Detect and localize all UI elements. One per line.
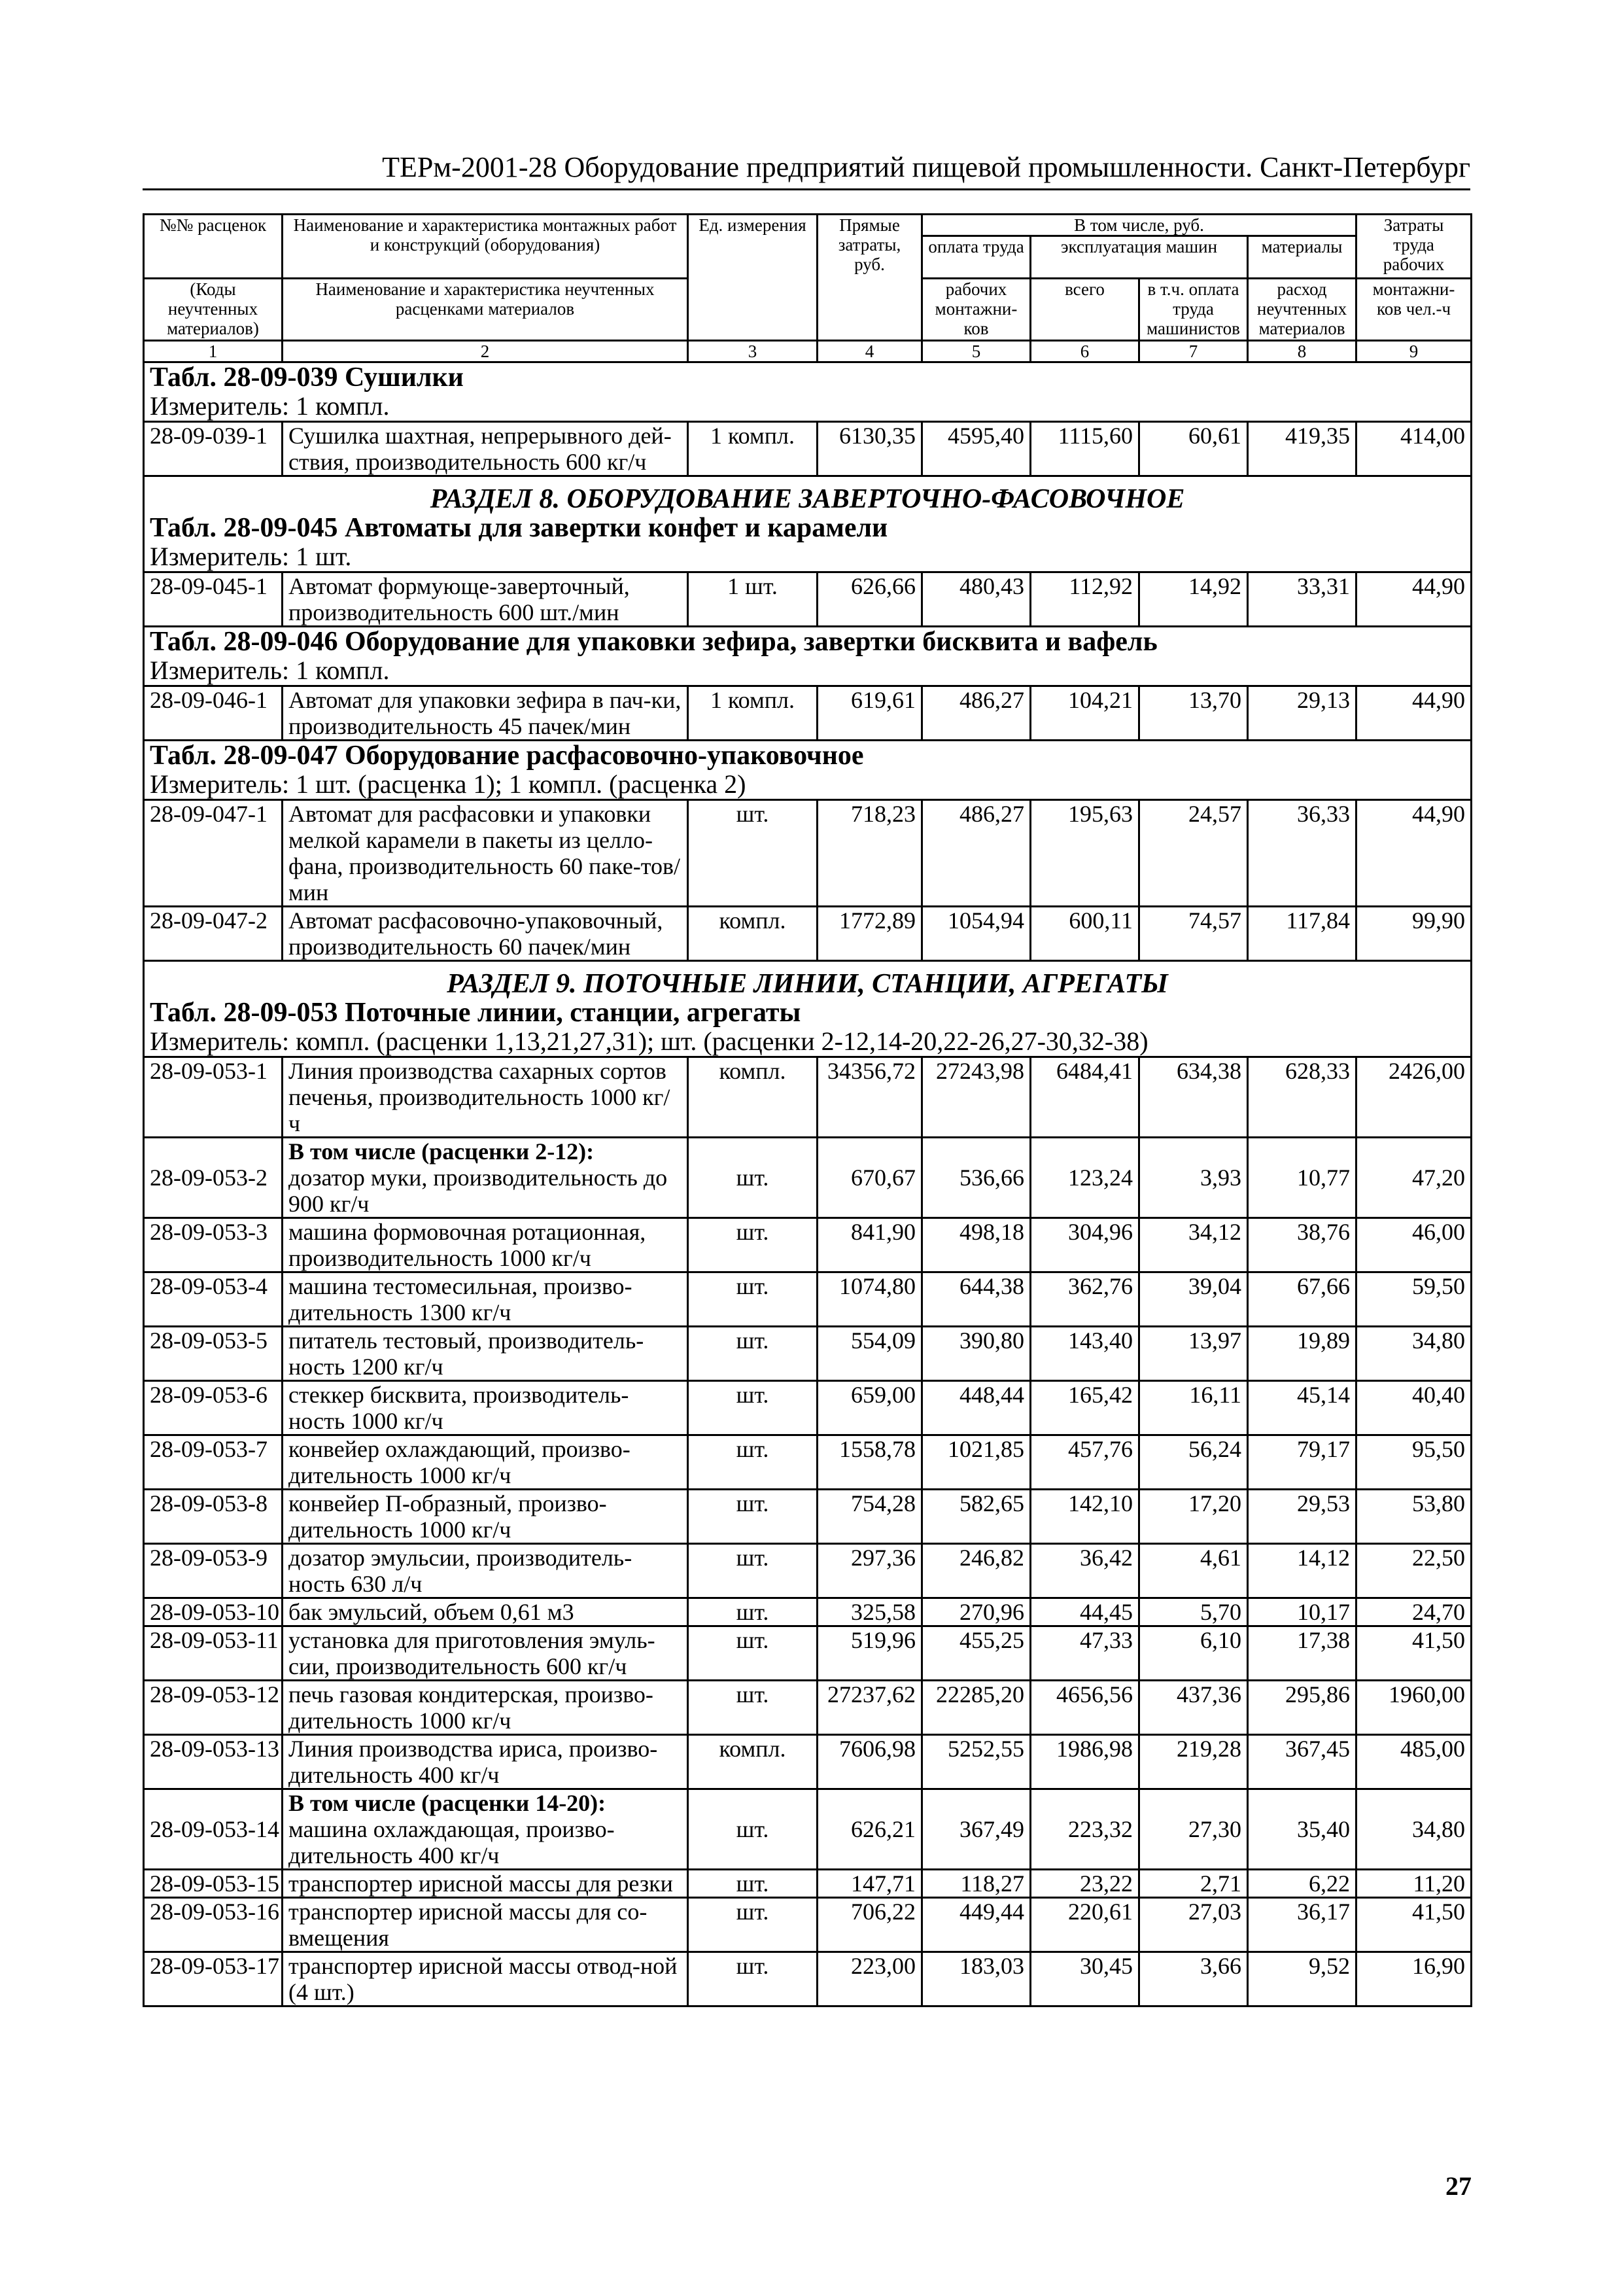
machines-wages: 437,36 [1139,1681,1248,1735]
labor: 40,40 [1356,1381,1472,1435]
table-row [144,1789,1472,1870]
rate-unit: 1 шт. [688,572,818,627]
col-unit-header: Ед. измерения [688,215,818,341]
labor: 1960,00 [1356,1681,1472,1735]
machines-total: 30,45 [1031,1952,1139,2006]
machines-wages: 13,70 [1139,686,1248,741]
rate-code: 28-09-053-14 [144,1789,283,1870]
labor: 99,90 [1356,907,1472,961]
machines-wages: 34,12 [1139,1218,1248,1272]
table-body [144,362,1472,2006]
col-labor-subheader: монтажни-ков чел.-ч [1356,279,1472,341]
machines-wages: 27,30 [1139,1789,1248,1870]
section-title: РАЗДЕЛ 9. ПОТОЧНЫЕ ЛИНИИ, СТАНЦИИ, АГРЕГАТЫ [447,969,1168,999]
wages: 455,25 [922,1626,1031,1681]
table-row [144,1681,1472,1735]
rate-unit: шт. [688,1952,818,2006]
machines-total: 195,63 [1031,800,1139,907]
materials: 295,86 [1248,1681,1356,1735]
table-title: Табл. 28-09-047 Оборудование расфасовочно-упаковочное [150,741,864,771]
materials: 36,33 [1248,800,1356,907]
materials: 17,38 [1248,1626,1356,1681]
table-row [144,1272,1472,1327]
rate-name: печь газовая кондитерская, произво-дительность 1000 кг/ч [283,1681,688,1735]
rate-name-cell [283,1138,688,1218]
machines-total: 123,24 [1031,1138,1139,1218]
rate-code: 28-09-053-2 [144,1138,283,1218]
wages: 5252,55 [922,1735,1031,1789]
rate-unit: компл. [688,1735,818,1789]
meter-line: Измеритель: компл. (расценки 1,13,21,27,31); шт. (расценки 2-12,14-20,22-26,27-30,32-38) [150,1026,1149,1056]
materials: 367,45 [1248,1735,1356,1789]
machines-total: 457,76 [1031,1435,1139,1490]
table-row [144,1435,1472,1490]
column-number: 4 [818,341,922,362]
machines-wages: 27,03 [1139,1898,1248,1952]
rate-name: Сушилка шахтная, непрерывного дей-ствия, производительность 600 кг/ч [283,422,688,476]
rate-code: 28-09-053-13 [144,1735,283,1789]
rate-code: 28-09-053-8 [144,1490,283,1544]
direct-cost: 718,23 [818,800,922,907]
rate-unit: шт. [688,1898,818,1952]
direct-cost: 27237,62 [818,1681,922,1735]
rates-table [143,213,1472,2007]
machines-total: 223,32 [1031,1789,1139,1870]
running-header: ТЕРм-2001-28 Оборудование предприятий пищевой промышленности. Санкт-Петербург [143,147,1470,190]
rate-code: 28-09-053-10 [144,1598,283,1626]
rate-code: 28-09-046-1 [144,686,283,741]
wages: 536,66 [922,1138,1031,1218]
table-title: Табл. 28-09-039 Сушилки [150,362,464,393]
materials: 419,35 [1248,422,1356,476]
table-row [144,1381,1472,1435]
machines-wages: 634,38 [1139,1057,1248,1138]
rate-unit: шт. [688,1381,818,1435]
direct-cost: 1558,78 [818,1435,922,1490]
machines-total: 1115,60 [1031,422,1139,476]
materials: 14,12 [1248,1544,1356,1598]
labor: 41,50 [1356,1898,1472,1952]
direct-cost: 147,71 [818,1870,922,1898]
wages: 644,38 [922,1272,1031,1327]
wages: 582,65 [922,1490,1031,1544]
direct-cost: 297,36 [818,1544,922,1598]
wages: 486,27 [922,686,1031,741]
table-row [144,907,1472,961]
labor: 59,50 [1356,1272,1472,1327]
machines-wages: 39,04 [1139,1272,1248,1327]
rate-unit: 1 компл. [688,686,818,741]
table-row [144,1138,1472,1218]
materials: 9,52 [1248,1952,1356,2006]
machines-wages: 13,97 [1139,1327,1248,1381]
rate-name: Автомат для расфасовки и упаковки мелкой карамели в пакеты из целло-фана, производительность 60 паке-тов/мин [283,800,688,907]
rate-name: конвейер П-образный, произво-дительность 1000 кг/ч [283,1490,688,1544]
table-title: Табл. 28-09-045 Автоматы для завертки конфет и карамели [150,513,888,543]
machines-total: 47,33 [1031,1626,1139,1681]
machines-total: 6484,41 [1031,1057,1139,1138]
rate-name: машина формовочная ротационная, производительность 1000 кг/ч [283,1218,688,1272]
labor: 22,50 [1356,1544,1472,1598]
rate-name: питатель тестовый, производитель-ность 1200 кг/ч [283,1327,688,1381]
direct-cost: 554,09 [818,1327,922,1381]
rate-code: 28-09-053-4 [144,1272,283,1327]
materials: 10,17 [1248,1598,1356,1626]
direct-cost: 1074,80 [818,1272,922,1327]
labor: 485,00 [1356,1735,1472,1789]
direct-cost: 754,28 [818,1490,922,1544]
materials: 29,53 [1248,1490,1356,1544]
col-materials-subheader: расход неучтенных материалов [1248,279,1356,341]
page-number: 27 [1445,2171,1472,2201]
rate-unit: шт. [688,1626,818,1681]
machines-wages: 60,61 [1139,422,1248,476]
direct-cost: 1772,89 [818,907,922,961]
labor: 24,70 [1356,1598,1472,1626]
machines-total: 304,96 [1031,1218,1139,1272]
rate-unit: шт. [688,1218,818,1272]
column-number: 3 [688,341,818,362]
wages: 22285,20 [922,1681,1031,1735]
table-row [144,686,1472,741]
labor: 44,90 [1356,686,1472,741]
materials: 29,13 [1248,686,1356,741]
table-block-047 [144,741,1472,800]
machines-total: 600,11 [1031,907,1139,961]
rate-name: транспортер ирисной массы отвод-ной (4 шт.) [283,1952,688,2006]
machines-total: 4656,56 [1031,1681,1139,1735]
section-title: РАЗДЕЛ 8. ОБОРУДОВАНИЕ ЗАВЕРТОЧНО-ФАСОВОЧНОЕ [430,484,1185,514]
rate-code: 28-09-053-16 [144,1898,283,1952]
table-block-046 [144,627,1472,686]
table-row [144,1544,1472,1598]
direct-cost: 706,22 [818,1898,922,1952]
table-row [144,1490,1472,1544]
col-name-subheader: Наименование и характеристика неучтенных расценками материалов [283,279,688,341]
machines-wages: 3,93 [1139,1138,1248,1218]
rate-code: 28-09-039-1 [144,422,283,476]
table-row [144,1598,1472,1626]
machines-total: 23,22 [1031,1870,1139,1898]
machines-wages: 5,70 [1139,1598,1248,1626]
meter-line: Измеритель: 1 шт. [150,542,352,571]
wages: 449,44 [922,1898,1031,1952]
wages: 4595,40 [922,422,1031,476]
wages: 498,18 [922,1218,1031,1272]
subgroup-label: В том числе (расценки 14-20): [288,1790,606,1816]
col-incl-header: В том числе, руб. [922,215,1356,236]
rate-name: Линия производства сахарных сортов печенья, производительность 1000 кг/ч [283,1057,688,1138]
table-row [144,1057,1472,1138]
rate-unit: шт. [688,1138,818,1218]
section-9-block [144,961,1472,1057]
rate-unit: шт. [688,1544,818,1598]
rate-code: 28-09-053-1 [144,1057,283,1138]
wages: 270,96 [922,1598,1031,1626]
labor: 16,90 [1356,1952,1472,2006]
direct-cost: 670,67 [818,1138,922,1218]
labor: 53,80 [1356,1490,1472,1544]
direct-cost: 519,96 [818,1626,922,1681]
rate-name: транспортер ирисной массы для резки [283,1870,688,1898]
wages: 246,82 [922,1544,1031,1598]
rate-unit: шт. [688,1490,818,1544]
machines-wages: 3,66 [1139,1952,1248,2006]
machines-total: 220,61 [1031,1898,1139,1952]
labor: 95,50 [1356,1435,1472,1490]
rate-code: 28-09-053-5 [144,1327,283,1381]
column-number: 9 [1356,341,1472,362]
machines-total: 143,40 [1031,1327,1139,1381]
rate-unit: компл. [688,907,818,961]
rate-name: дозатор эмульсии, производитель-ность 630 л/ч [283,1544,688,1598]
machines-wages: 17,20 [1139,1490,1248,1544]
direct-cost: 626,21 [818,1789,922,1870]
col-code-header: №№ расценок [144,215,283,279]
rate-unit: шт. [688,1327,818,1381]
table-title: Табл. 28-09-053 Поточные линии, станции, агрегаты [150,998,801,1028]
machines-wages: 14,92 [1139,572,1248,627]
wages: 27243,98 [922,1057,1031,1138]
table-row [144,1327,1472,1381]
rate-unit: шт. [688,1272,818,1327]
machines-total: 44,45 [1031,1598,1139,1626]
column-number-row [144,341,1472,362]
rate-name: Автомат расфасовочно-упаковочный, производительность 60 пачек/мин [283,907,688,961]
machines-wages: 219,28 [1139,1735,1248,1789]
materials: 45,14 [1248,1381,1356,1435]
rate-unit: шт. [688,1789,818,1870]
wages: 183,03 [922,1952,1031,2006]
col-machines-header: эксплуатация машин [1031,236,1248,279]
machines-total: 104,21 [1031,686,1139,741]
col-direct-header: Прямые затраты, руб. [818,215,922,341]
machines-total: 36,42 [1031,1544,1139,1598]
labor: 34,80 [1356,1327,1472,1381]
table-row [144,1735,1472,1789]
table-block-039 [144,362,1472,422]
column-number: 5 [922,341,1031,362]
rate-unit: 1 компл. [688,422,818,476]
rate-name: конвейер охлаждающий, произво-дительность 1000 кг/ч [283,1435,688,1490]
labor: 44,90 [1356,572,1472,627]
machines-wages: 6,10 [1139,1626,1248,1681]
rate-unit: шт. [688,1598,818,1626]
materials: 36,17 [1248,1898,1356,1952]
col-name-header: Наименование и характеристика монтажных работ и конструкций (оборудования) [283,215,688,279]
table-row [144,1870,1472,1898]
rate-code: 28-09-047-1 [144,800,283,907]
rate-unit: шт. [688,800,818,907]
table-row [144,1898,1472,1952]
meter-line: Измеритель: 1 компл. [150,656,390,685]
col-wages-header: оплата труда [922,236,1031,279]
direct-cost: 7606,98 [818,1735,922,1789]
table-row [144,1626,1472,1681]
rate-name: установка для приготовления эмуль-сии, производительность 600 кг/ч [283,1626,688,1681]
materials: 38,76 [1248,1218,1356,1272]
machines-wages: 16,11 [1139,1381,1248,1435]
col-code-subheader: (Коды неучтенных материалов) [144,279,283,341]
rate-code: 28-09-053-11 [144,1626,283,1681]
rate-unit: шт. [688,1870,818,1898]
rate-name-cell [283,1789,688,1870]
direct-cost: 34356,72 [818,1057,922,1138]
direct-cost: 6130,35 [818,422,922,476]
labor: 41,50 [1356,1626,1472,1681]
column-number: 1 [144,341,283,362]
rate-code: 28-09-053-17 [144,1952,283,2006]
wages: 118,27 [922,1870,1031,1898]
machines-wages: 24,57 [1139,800,1248,907]
direct-cost: 619,61 [818,686,922,741]
table-row [144,422,1472,476]
col-wages-subheader: рабочих монтажни-ков [922,279,1031,341]
table-row [144,800,1472,907]
direct-cost: 223,00 [818,1952,922,2006]
rate-code: 28-09-053-15 [144,1870,283,1898]
wages: 486,27 [922,800,1031,907]
rate-code: 28-09-053-6 [144,1381,283,1435]
table-title: Табл. 28-09-046 Оборудование для упаковки зефира, завертки бисквита и вафель [150,627,1158,657]
machines-total: 1986,98 [1031,1735,1139,1789]
wages: 1021,85 [922,1435,1031,1490]
rate-name: стеккер бисквита, производитель-ность 1000 кг/ч [283,1381,688,1435]
rate-code: 28-09-053-12 [144,1681,283,1735]
wages: 448,44 [922,1381,1031,1435]
rate-code: 28-09-047-2 [144,907,283,961]
machines-total: 362,76 [1031,1272,1139,1327]
column-number: 6 [1031,341,1139,362]
rate-code: 28-09-053-9 [144,1544,283,1598]
column-number: 7 [1139,341,1248,362]
labor: 2426,00 [1356,1057,1472,1138]
table-row [144,1952,1472,2006]
labor: 414,00 [1356,422,1472,476]
labor: 44,90 [1356,800,1472,907]
col-machines-total-header: всего [1031,279,1139,341]
direct-cost: 626,66 [818,572,922,627]
materials: 6,22 [1248,1870,1356,1898]
materials: 33,31 [1248,572,1356,627]
rate-unit: компл. [688,1057,818,1138]
rate-name: Автомат формующе-заверточный, производительность 600 шт./мин [283,572,688,627]
wages: 367,49 [922,1789,1031,1870]
rate-unit: шт. [688,1435,818,1490]
rate-name: машина тестомесильная, произво-дительность 1300 кг/ч [283,1272,688,1327]
rate-name: транспортер ирисной массы для со-вмещения [283,1898,688,1952]
table-header [144,215,1472,362]
materials: 79,17 [1248,1435,1356,1490]
column-number: 2 [283,341,688,362]
section-8-block [144,476,1472,572]
table-row [144,572,1472,627]
machines-wages: 4,61 [1139,1544,1248,1598]
wages: 1054,94 [922,907,1031,961]
direct-cost: 659,00 [818,1381,922,1435]
materials: 67,66 [1248,1272,1356,1327]
machines-total: 165,42 [1031,1381,1139,1435]
machines-total: 142,10 [1031,1490,1139,1544]
rate-code: 28-09-053-7 [144,1435,283,1490]
col-materials-header: материалы [1248,236,1356,279]
machines-wages: 2,71 [1139,1870,1248,1898]
materials: 19,89 [1248,1327,1356,1381]
meter-line: Измеритель: 1 компл. [150,391,390,421]
meter-line: Измеритель: 1 шт. (расценка 1); 1 компл. (расценка 2) [150,769,746,799]
machines-total: 112,92 [1031,572,1139,627]
wages: 480,43 [922,572,1031,627]
direct-cost: 325,58 [818,1598,922,1626]
table-row [144,1218,1472,1272]
machines-wages: 56,24 [1139,1435,1248,1490]
materials: 628,33 [1248,1057,1356,1138]
labor: 47,20 [1356,1138,1472,1218]
wages: 390,80 [922,1327,1031,1381]
rate-name: Автомат для упаковки зефира в пач-ки, производительность 45 пачек/мин [283,686,688,741]
rate-name: Линия производства ириса, произво-дительность 400 кг/ч [283,1735,688,1789]
rate-code: 28-09-053-3 [144,1218,283,1272]
subgroup-label: В том числе (расценки 2-12): [288,1138,595,1165]
col-machines-wages-header: в т.ч. оплата труда машинистов [1139,279,1248,341]
labor: 46,00 [1356,1218,1472,1272]
materials: 10,77 [1248,1138,1356,1218]
rate-name: машина охлаждающая, произво-дительность 400 кг/ч [288,1816,615,1868]
rate-name: бак эмульсий, объем 0,61 м3 [283,1598,688,1626]
machines-wages: 74,57 [1139,907,1248,961]
direct-cost: 841,90 [818,1218,922,1272]
rate-name: дозатор муки, производительность до 900 кг/ч [288,1165,668,1217]
materials: 117,84 [1248,907,1356,961]
rate-code: 28-09-045-1 [144,572,283,627]
column-number: 8 [1248,341,1356,362]
col-labor-header: Затраты труда рабочих [1356,215,1472,279]
labor: 34,80 [1356,1789,1472,1870]
materials: 35,40 [1248,1789,1356,1870]
labor: 11,20 [1356,1870,1472,1898]
rate-unit: шт. [688,1681,818,1735]
